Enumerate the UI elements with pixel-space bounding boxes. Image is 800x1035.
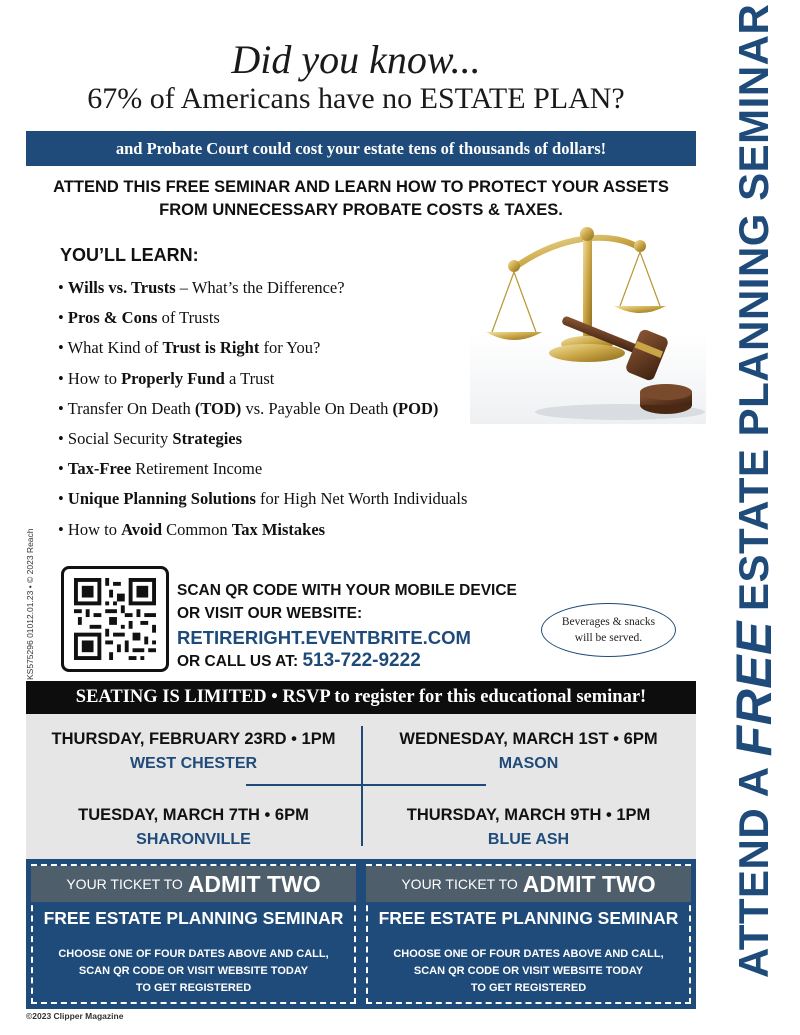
ticket-title: FREE ESTATE PLANNING SEMINAR — [378, 908, 679, 928]
ad-code: KS575296 01012.01.23 • © 2023 Reach — [25, 528, 35, 680]
side-banner-free: FREE — [726, 620, 782, 757]
city-text: WEST CHESTER — [129, 755, 258, 772]
side-banner-post: ESTATE PLANNING SEMINAR — [730, 3, 777, 611]
list-item: • Pros & Cons of Trusts — [58, 308, 220, 328]
contact-info — [177, 581, 517, 674]
list-item: • Social Security Strategies — [58, 428, 243, 448]
date-cell[interactable] — [26, 806, 361, 849]
list-item: • Wills vs. Trusts – What’s the Difference? — [58, 278, 345, 297]
ticket-body — [361, 946, 696, 997]
ticket-body-line: TO GET REGISTERED — [470, 982, 587, 994]
date-cell[interactable] — [361, 806, 696, 849]
call-label: OR CALL US AT: — [177, 653, 299, 670]
scales-gavel-image — [470, 222, 706, 424]
beverages-line-1: Beverages & snacks — [561, 616, 656, 628]
date-text: TUESDAY, MARCH 7TH • 6PM — [78, 806, 309, 824]
ticket-body — [26, 946, 361, 997]
ticket-body-line: SCAN QR CODE OR VISIT WEBSITE TODAY — [413, 965, 644, 977]
probate-text: and Probate Court could cost your estate tens of thousands of dollars! — [115, 138, 607, 158]
phone-line — [177, 651, 517, 674]
date-text: THURSDAY, MARCH 9TH • 1PM — [406, 806, 651, 824]
list-item: • What Kind of Trust is Right for You? — [58, 338, 321, 358]
date-text: WEDNESDAY, MARCH 1ST • 6PM — [399, 730, 658, 748]
probate-banner — [26, 131, 696, 166]
learn-title: YOU’LL LEARN: — [60, 245, 199, 265]
website-link[interactable]: RETIRERIGHT.EVENTBRITE.COM — [177, 627, 471, 648]
side-banner — [724, 3, 784, 978]
ticket-big-text: ADMIT TWO — [187, 870, 321, 897]
ticket-body-line: SCAN QR CODE OR VISIT WEBSITE TODAY — [78, 965, 309, 977]
attend-line-1: ATTEND THIS FREE SEMINAR AND LEARN HOW TO PROTECT YOUR ASSETS — [53, 178, 669, 196]
seating-banner — [26, 681, 696, 714]
seating-text: SEATING IS LIMITED • RSVP to register for this educational seminar! — [75, 687, 647, 707]
learn-list — [58, 276, 467, 548]
qr-code-icon — [73, 578, 157, 660]
ticket-coupon[interactable] — [361, 859, 696, 1009]
ticket-header — [31, 866, 356, 902]
divider-vertical — [361, 726, 363, 846]
attend-statement — [0, 176, 722, 222]
ticket-header — [366, 866, 691, 902]
list-item: • How to Properly Fund a Trust — [58, 368, 275, 388]
beverages-line-2: will be served. — [574, 632, 643, 644]
list-item: • Transfer On Death (TOD) vs. Payable On Death (POD) — [58, 398, 439, 418]
seminar-dates — [26, 714, 696, 859]
ticket-big-text: ADMIT TWO — [522, 870, 656, 897]
ticket-small-text: YOUR TICKET TO — [66, 876, 183, 892]
ticket-body-line: TO GET REGISTERED — [135, 982, 252, 994]
attend-line-2: FROM UNNECESSARY PROBATE COSTS & TAXES. — [159, 201, 563, 219]
divider-horizontal — [246, 784, 486, 786]
scan-instruction: SCAN QR CODE WITH YOUR MOBILE DEVICE — [177, 582, 517, 599]
side-banner-pre: ATTEND A — [730, 766, 777, 978]
ticket-coupon[interactable] — [26, 859, 361, 1009]
headline-stat: 67% of Americans have no ESTATE PLAN? — [87, 82, 625, 115]
scales-of-justice-icon — [470, 222, 706, 424]
ticket-body-line: CHOOSE ONE OF FOUR DATES ABOVE AND CALL, — [393, 948, 664, 960]
beverages-note — [541, 603, 676, 657]
phone-number[interactable]: 513-722-9222 — [302, 650, 421, 671]
tickets — [26, 859, 696, 1009]
headline-question: Did you know... — [231, 37, 481, 82]
ticket-body-line: CHOOSE ONE OF FOUR DATES ABOVE AND CALL, — [58, 948, 329, 960]
city-text: SHARONVILLE — [136, 831, 251, 848]
list-item: • How to Avoid Common Tax Mistakes — [58, 519, 326, 539]
visit-label: OR VISIT OUR WEBSITE: — [177, 605, 363, 622]
ticket-title: FREE ESTATE PLANNING SEMINAR — [43, 908, 344, 928]
date-cell[interactable] — [26, 730, 361, 773]
ticket-small-text: YOUR TICKET TO — [401, 876, 518, 892]
date-cell[interactable] — [361, 730, 696, 773]
copyright: ©2023 Clipper Magazine — [26, 1011, 124, 1021]
city-text: BLUE ASH — [487, 831, 570, 848]
list-item: • Unique Planning Solutions for High Net Worth Individuals — [58, 489, 468, 509]
city-text: MASON — [498, 755, 559, 772]
list-item: • Tax-Free Retirement Income — [58, 459, 263, 479]
date-text: THURSDAY, FEBRUARY 23RD • 1PM — [51, 730, 336, 748]
qr-code[interactable] — [61, 566, 169, 672]
